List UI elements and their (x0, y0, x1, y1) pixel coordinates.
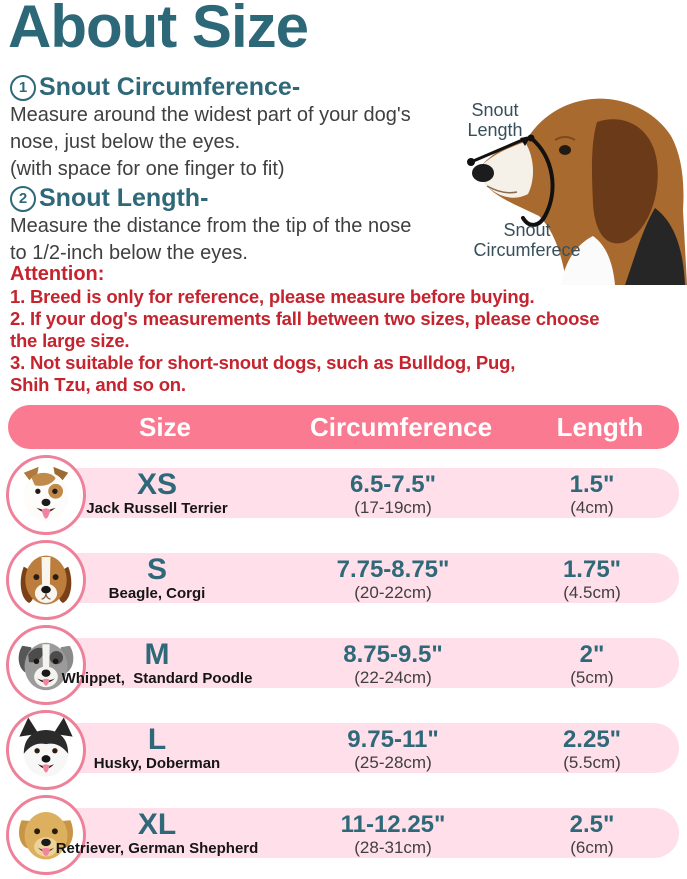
circumference-cm: (17-19cm) (354, 498, 432, 517)
length-cm: (4.5cm) (563, 583, 621, 602)
circumference-inches: 11-12.25" (340, 811, 446, 838)
circumference-cm: (22-24cm) (354, 668, 432, 687)
number-1-icon: 1 (10, 75, 36, 101)
breed-names: Jack Russell Terrier (86, 500, 228, 517)
breed-names: Husky, Doberman (93, 755, 221, 772)
breed-names: Retriever, German Shepherd (55, 840, 259, 857)
snout-measure-diagram (457, 70, 687, 285)
snout-length-label: Snout Length (467, 100, 523, 140)
table-row-m (0, 622, 687, 707)
table-row-xs (0, 452, 687, 537)
length-inches: 2.25" (562, 726, 622, 753)
length-cm: (5cm) (570, 668, 614, 687)
circumference-cm: (20-22cm) (354, 583, 432, 602)
instruction-1-heading: 1 Snout Circumference- (10, 73, 480, 102)
header-circumference: Circumference (309, 412, 493, 442)
number-2-icon: 2 (10, 186, 36, 212)
circumference-cm: (28-31cm) (354, 838, 432, 857)
circumference-inches: 6.5-7.5" (349, 471, 437, 498)
table-header (8, 405, 679, 449)
breed-names: Whippet, Standard Poodle (61, 670, 253, 687)
page-title: About Size (8, 0, 308, 60)
snout-circumference-label: Snout Circumferece (473, 220, 581, 260)
length-inches: 2" (579, 641, 605, 668)
size-value: M (144, 638, 170, 671)
length-cm: (4cm) (570, 498, 614, 517)
size-table (0, 405, 687, 877)
circumference-cm: (25-28cm) (354, 753, 432, 772)
header-size: Size (138, 412, 192, 442)
instruction-2-heading: 2 Snout Length- (10, 184, 480, 213)
length-cm: (5.5cm) (563, 753, 621, 772)
table-row-s (0, 537, 687, 622)
table-row-l (0, 707, 687, 792)
size-value: S (146, 553, 167, 586)
breed-names: Beagle, Corgi (108, 585, 206, 602)
circumference-inches: 9.75-11" (347, 726, 439, 753)
table-row-xl (0, 792, 687, 877)
length-inches: 2.5" (569, 811, 615, 838)
length-inches: 1.75" (562, 556, 622, 583)
size-value: XL (137, 808, 177, 841)
size-value: L (147, 723, 167, 756)
circumference-inches: 8.75-9.5" (343, 641, 443, 668)
measuring-instructions: 1 Snout Circumference- Measure around the widest part of your dog's nose, just below the eyes. (with space for one finger to fit) 2 Snout Length- Measure the distance from the tip of the nose to 1/2-inch below the eyes. (10, 72, 480, 267)
attention-heading: Attention: (10, 263, 105, 285)
length-inches: 1.5" (569, 471, 615, 498)
circumference-inches: 7.75-8.75" (336, 556, 450, 583)
attention-notes: Attention: 1. Breed is only for reference, please measure before buying. 2. If your dog's measurements fall between two sizes, please choose the large size. 3. Not suitable for short-snout dogs, such as Bulldog, Pug, Shih Tzu, and so on. (10, 262, 670, 396)
table-rows (0, 452, 687, 877)
header-length: Length (556, 412, 644, 442)
length-cm: (6cm) (570, 838, 614, 857)
size-value: XS (136, 468, 178, 501)
